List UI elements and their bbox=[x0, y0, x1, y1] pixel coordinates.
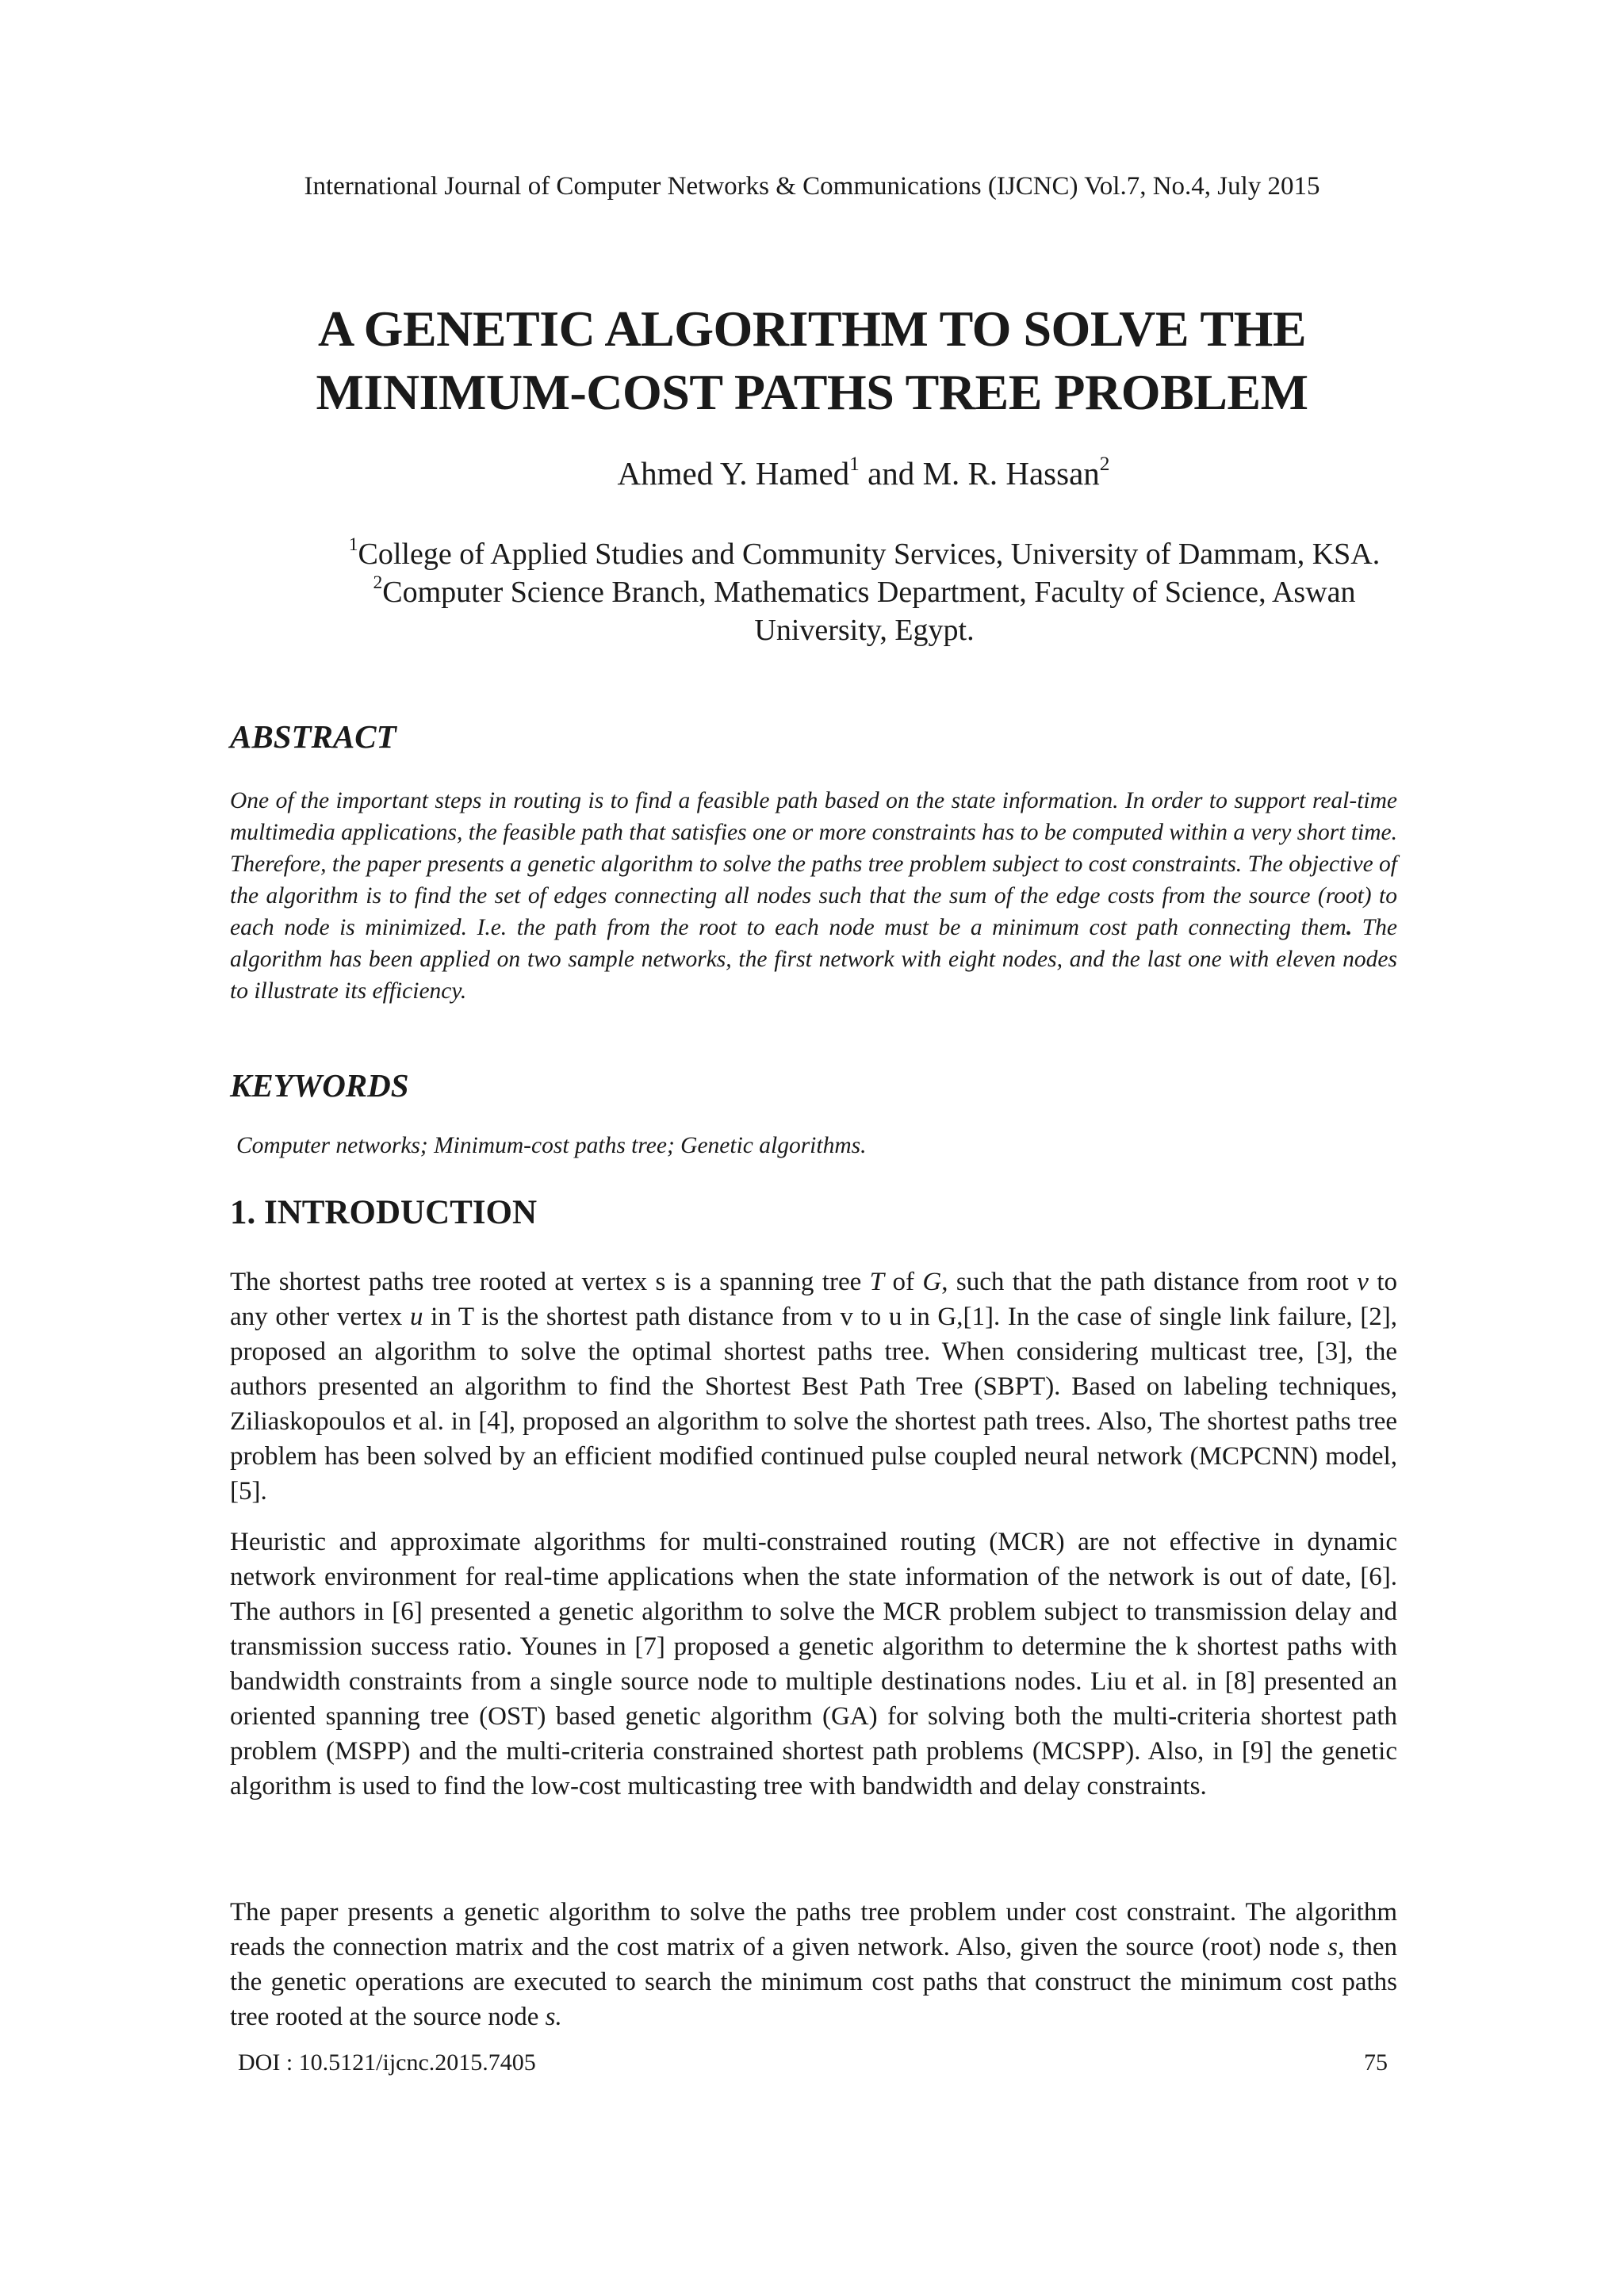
author-1: Ahmed Y. Hamed bbox=[617, 455, 850, 492]
paper-title bbox=[0, 297, 1624, 424]
abstract-text-2: The algorithm has been applied on two sample networks, the first network with eight nodes, and the last one with eleven nodes to illustrate its efficiency. bbox=[230, 915, 1397, 1004]
affiliation-1-text: College of Applied Studies and Community Services, University of Dammam, KSA. bbox=[358, 538, 1381, 571]
p1-var-v: v bbox=[1357, 1268, 1369, 1296]
p3-text-a: The paper presents a genetic algorithm to solve the paths tree problem under cost constraint. The algorithm reads the connection matrix and the cost matrix of a given network. Also, given the source (root) node bbox=[230, 1898, 1397, 1961]
keywords-heading: KEYWORDS bbox=[230, 1067, 409, 1104]
p1-text-b: of bbox=[884, 1268, 923, 1296]
affiliation-1-marker: 1 bbox=[348, 534, 358, 555]
intro-paragraph-3 bbox=[230, 1895, 1397, 2034]
introduction-heading: 1. INTRODUCTION bbox=[230, 1194, 538, 1231]
p1-var-t: T bbox=[869, 1268, 885, 1296]
p1-var-u: u bbox=[409, 1303, 423, 1331]
author-list bbox=[0, 453, 1624, 493]
p3-var-s-end: s. bbox=[545, 2003, 562, 2031]
affiliation-2 bbox=[325, 573, 1404, 649]
p1-text-a: The shortest paths tree rooted at vertex s is a spanning tree bbox=[230, 1268, 870, 1296]
intro-paragraph-1 bbox=[230, 1265, 1397, 1509]
affiliation-1 bbox=[325, 535, 1404, 573]
author-2-affil-marker: 2 bbox=[1099, 452, 1110, 475]
abstract-body bbox=[230, 785, 1397, 1007]
affiliation-2-text: Computer Science Branch, Mathematics Department, Faculty of Science, Aswan University, Egypt. bbox=[382, 576, 1356, 647]
p1-text-e: in T is the shortest path distance from v to u in G,[1]. In the case of single link failure, [2], proposed an algorithm to solve the optimal shortest paths tree. When considering multicast tree, [3], the authors presented an algorithm to find the Shortest Best Path Tree (SBPT). Based on labeling techniques, Ziliaskopoulos et al. in [4], proposed an algorithm to solve the shortest path trees. Also, The shortest paths tree problem has been solved by an efficient modified continued pulse coupled neural network (MCPCNN) model, [5]. bbox=[230, 1303, 1397, 1506]
abstract-text-1: One of the important steps in routing is to find a feasible path based on the state information. In order to support real-time multimedia applications, the feasible path that satisfies one or more constraints has to be computed within a very short time. Therefore, the paper presents a genetic algorithm to solve the paths tree problem subject to cost constraints. The objective of the algorithm is to find the set of edges connecting all nodes such that the sum of the edge costs from the source (root) to each node is minimized. I.e. the path from the root to each node must be a minimum cost path connecting them bbox=[230, 788, 1397, 940]
running-header: International Journal of Computer Networks & Communications (IJCNC) Vol.7, No.4, July 2015 bbox=[304, 172, 1320, 201]
abstract-bold-period: . bbox=[1346, 915, 1353, 940]
abstract-heading: ABSTRACT bbox=[230, 718, 396, 755]
author-2: M. R. Hassan bbox=[922, 455, 1100, 492]
author-conjunction: and bbox=[859, 455, 923, 492]
intro-paragraph-2: Heuristic and approximate algorithms for multi-constrained routing (MCR) are not effective in dynamic network environment for real-time applications when the state information of the network is out of date, [6]. The authors in [6] presented a genetic algorithm to solve the MCR problem subject to transmission delay and transmission success ratio. Younes in [7] proposed a genetic algorithm to determine the k shortest paths with bandwidth constraints from a single source node to multiple destinations nodes. Liu et al. in [8] presented an oriented spanning tree (OST) based genetic algorithm (GA) for solving both the multi-criteria shortest path problem (MSPP) and the multi-criteria constrained shortest path problems (MCSPP). Also, in [9] the genetic algorithm is used to find the low-cost multicasting tree with bandwidth and delay constraints. bbox=[230, 1528, 1397, 1800]
p1-var-g: G bbox=[922, 1268, 942, 1296]
author-1-affil-marker: 1 bbox=[849, 452, 860, 475]
p1-text-d: to any other vertex bbox=[230, 1268, 1397, 1331]
affiliation-2-marker: 2 bbox=[373, 572, 383, 593]
affiliations bbox=[325, 535, 1404, 649]
p1-text-c: , such that the path distance from root bbox=[941, 1268, 1358, 1296]
page-number: 75 bbox=[1364, 2049, 1388, 2076]
p3-var-s: s bbox=[1327, 1933, 1339, 1961]
title-line-1: A GENETIC ALGORITHM TO SOLVE THE bbox=[317, 300, 1307, 357]
keywords-body: Computer networks; Minimum-cost paths tree; Genetic algorithms. bbox=[236, 1133, 867, 1158]
title-line-2: MINIMUM-COST PATHS TREE PROBLEM bbox=[316, 364, 1308, 420]
p3-text-b: , then the genetic operations are executed to search the minimum cost paths that construct the minimum cost paths tree rooted at the source node bbox=[230, 1933, 1397, 2031]
footer-doi: DOI : 10.5121/ijcnc.2015.7405 bbox=[238, 2049, 536, 2076]
